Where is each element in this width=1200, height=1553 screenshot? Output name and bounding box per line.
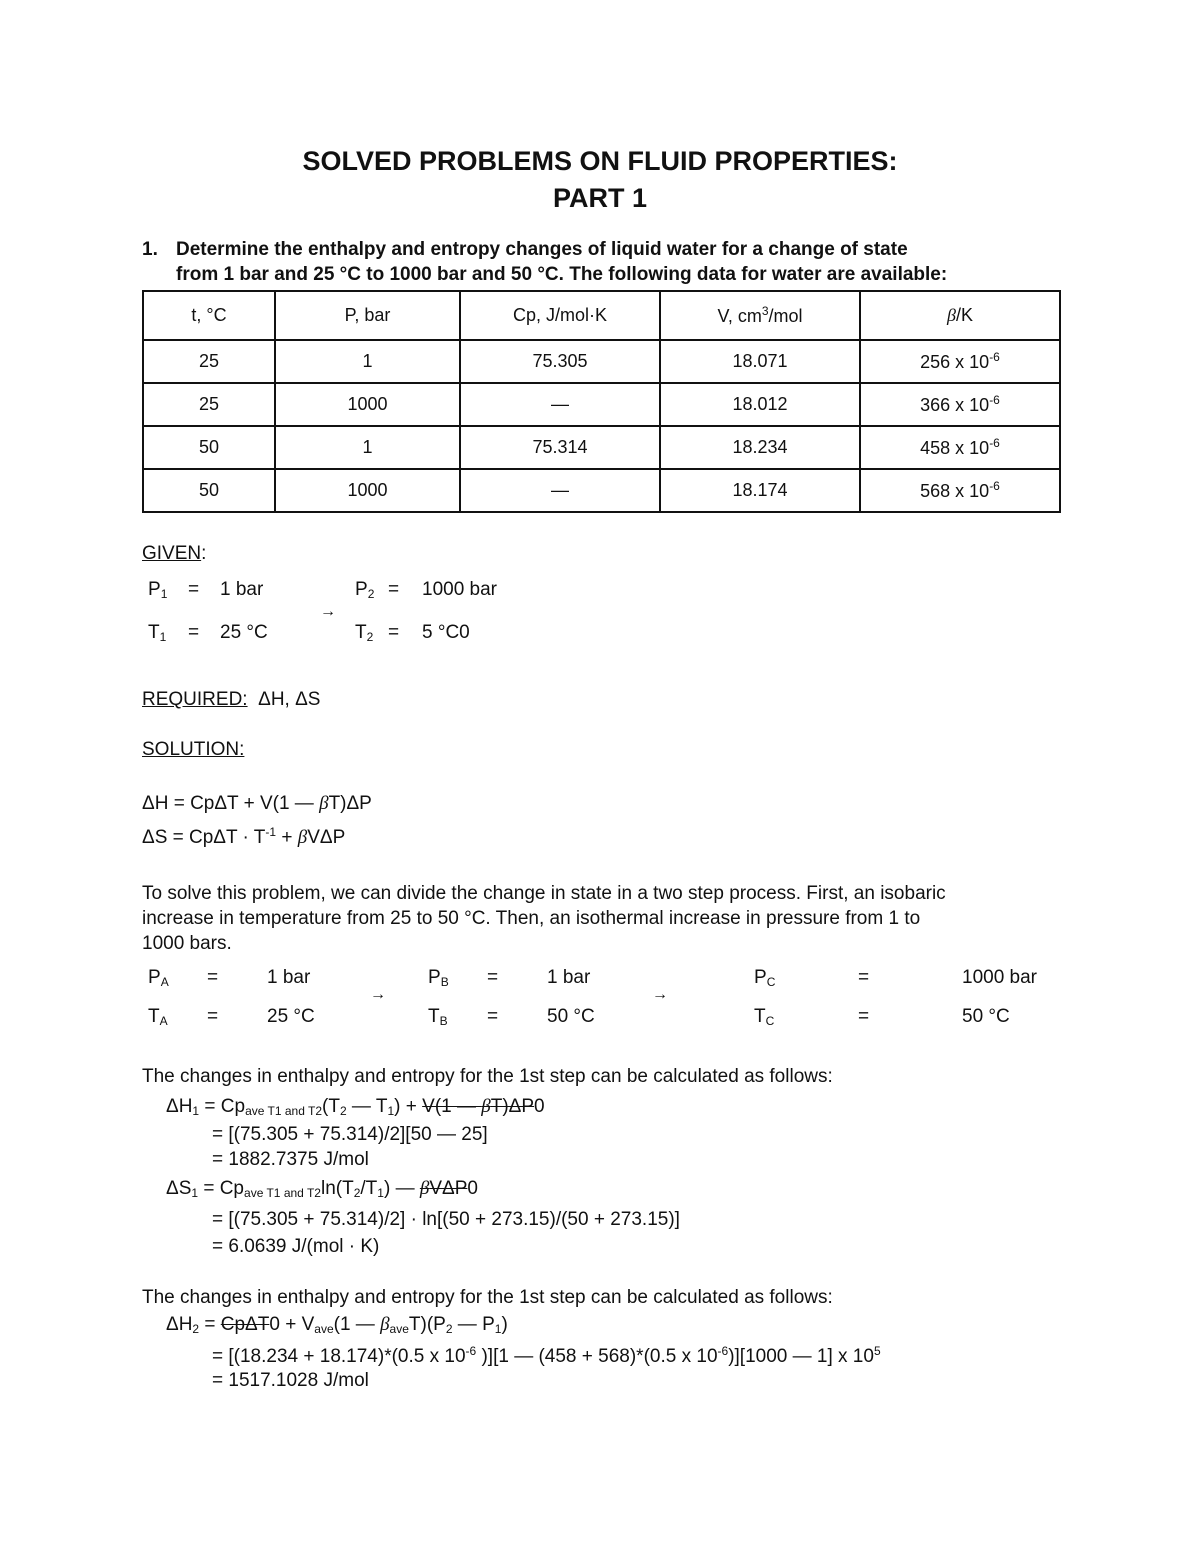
step1-dh-eq: = Cp [199, 1096, 246, 1117]
given-p1 [148, 579, 167, 601]
eq2-part-a: ΔS = CpΔT · T [142, 827, 266, 848]
step1-dh-zero: 0 [534, 1096, 545, 1117]
header-beta-tail: /K [955, 305, 973, 325]
cell-p: 1000 [275, 469, 460, 512]
state-pc-eq: = [858, 967, 870, 988]
cell-v: 18.071 [660, 340, 860, 383]
state-pc-symbol: P [754, 967, 767, 988]
given-p1-symbol: P [148, 579, 161, 600]
solution-label: SOLUTION: [142, 739, 245, 760]
given-arrow: → [320, 603, 336, 620]
cell-beta [860, 426, 1060, 469]
header-v-sup: 3 [761, 304, 769, 318]
given-label: GIVEN [142, 543, 202, 564]
step1-ds-s2: 2 [353, 1186, 361, 1200]
required-line [142, 689, 320, 711]
state-arrow-ab: → [370, 986, 386, 1003]
given-heading [142, 543, 206, 565]
given-p2-symbol: P [355, 579, 368, 600]
state-pc-value: 1000 bar [962, 967, 1038, 988]
given-t1-sub: 1 [159, 630, 167, 644]
header-beta-symbol: β [947, 305, 956, 325]
step2-l2-b: )][1 — (458 + 568)*(0.5 x 10 [476, 1346, 718, 1367]
step2-dh-d: — P [452, 1314, 495, 1335]
cell-beta-value: 366 x 10 [920, 395, 990, 415]
given-p2-sub: 2 [367, 587, 375, 601]
step2-dh-ave2: ave [389, 1322, 409, 1336]
problem-line-1: Determine the enthalpy and entropy changes of liquid water for a change of state [176, 239, 908, 260]
required-value: ΔH, ΔS [258, 689, 321, 710]
step1-dh-sub: 1 [192, 1104, 200, 1118]
step2-dh-ave: ave [314, 1322, 334, 1336]
state-ta-value: 25 °C [267, 1006, 315, 1027]
cell-p: 1000 [275, 383, 460, 426]
cell-beta-exp: -6 [989, 350, 1000, 364]
state-tb-symbol: T [428, 1006, 440, 1027]
given-colon: : [201, 543, 207, 564]
state-tc [754, 1006, 774, 1028]
step1-dh-strike2: T)ΔP [490, 1096, 535, 1117]
cell-beta [860, 383, 1060, 426]
eq2-part-c: VΔP [307, 827, 346, 848]
eq2-beta: β [297, 827, 308, 848]
eq1-part-b: T)ΔP [328, 793, 372, 814]
header-v [660, 291, 860, 340]
state-ta-sub: A [159, 1014, 168, 1028]
step2-dh-a: + V [279, 1314, 315, 1335]
state-pb-eq: = [487, 967, 499, 988]
cell-cp: 75.305 [460, 340, 660, 383]
step2-l2-sup1: -6 [465, 1344, 477, 1358]
step1-dh-strike1: V(1 — [422, 1096, 482, 1117]
table-row [143, 469, 1060, 512]
step2-dh-s1: 1 [494, 1322, 502, 1336]
paragraph-line-3: 1000 bars. [142, 933, 232, 954]
step1-ds-eq: = Cp [198, 1178, 245, 1199]
step1-ds-c: ) — [383, 1178, 420, 1199]
cell-p: 1 [275, 340, 460, 383]
state-tb-value: 50 °C [547, 1006, 595, 1027]
state-pb-value: 1 bar [547, 967, 591, 988]
step2-l2-c: )][1000 — 1] x 10 [728, 1346, 874, 1367]
state-ta-symbol: T [148, 1006, 160, 1027]
given-p2-eq: = [388, 579, 400, 600]
header-t: t, °C [143, 291, 275, 340]
state-pa-sub: A [160, 975, 169, 989]
header-v-text: V, cm [717, 306, 762, 326]
state-tc-value: 50 °C [962, 1006, 1010, 1027]
step2-dh-e: ) [501, 1314, 508, 1335]
state-pb-sub: B [440, 975, 449, 989]
step1-dh-s2: 2 [339, 1104, 347, 1118]
state-pa-value: 1 bar [267, 967, 311, 988]
eq2-sup: -1 [265, 825, 277, 839]
enthalpy-equation [142, 793, 372, 815]
step1-dh-equation [166, 1096, 545, 1118]
step2-dh-c: T)(P [408, 1314, 446, 1335]
given-p1-eq: = [188, 579, 200, 600]
state-pa-eq: = [207, 967, 219, 988]
required-label: REQUIRED: [142, 689, 248, 710]
cell-beta [860, 469, 1060, 512]
cell-beta-value: 458 x 10 [920, 438, 990, 458]
cell-t: 50 [143, 426, 275, 469]
step2-dh-sub: 2 [192, 1322, 200, 1336]
entropy-equation [142, 825, 345, 849]
header-p: P, bar [275, 291, 460, 340]
given-t1-value: 25 °C [220, 622, 268, 643]
cell-v: 18.012 [660, 383, 860, 426]
step2-dh-line2 [212, 1344, 881, 1368]
given-t1-symbol: T [148, 622, 160, 643]
cell-beta-value: 568 x 10 [920, 481, 990, 501]
step1-ds-line2: = [(75.305 + 75.314)/2] · ln[(50 + 273.15)/(50 + 273.15)] [212, 1209, 680, 1230]
step2-l2-sup3: 5 [873, 1344, 881, 1358]
step2-dh-s2: 2 [445, 1322, 453, 1336]
step1-dh-line3: = 1882.7375 J/mol [212, 1149, 369, 1170]
step1-ds-label: ΔS [166, 1178, 192, 1199]
given-t2-symbol: T [355, 622, 367, 643]
state-tb-sub: B [439, 1014, 448, 1028]
state-pb-symbol: P [428, 967, 441, 988]
step1-ds-line3: = 6.0639 J/(mol · K) [212, 1236, 380, 1257]
cell-t: 25 [143, 340, 275, 383]
step1-ds-equation [166, 1178, 478, 1200]
state-ta [148, 1006, 168, 1028]
cell-t: 25 [143, 383, 275, 426]
page-title: SOLVED PROBLEMS ON FLUID PROPERTIES: [302, 146, 898, 176]
cell-v: 18.174 [660, 469, 860, 512]
water-data-table [142, 290, 1061, 513]
step1-ds-zero: 0 [467, 1178, 478, 1199]
step1-ds-ave: ave T1 and T2 [244, 1186, 321, 1200]
state-pb [428, 967, 449, 989]
given-t1 [148, 622, 166, 644]
table-row [143, 340, 1060, 383]
step1-dh-line2: = [(75.305 + 75.314)/2][50 — 25] [212, 1124, 488, 1145]
cell-v: 18.234 [660, 426, 860, 469]
step1-ds-sub: 1 [191, 1186, 199, 1200]
given-t2-value: 5 °C0 [422, 622, 470, 643]
step2-l2-a: = [(18.234 + 18.174)*(0.5 x 10 [212, 1346, 466, 1367]
step1-ds-a: ln(T [320, 1178, 354, 1199]
state-ta-eq: = [207, 1006, 219, 1027]
table-header-row [143, 291, 1060, 340]
step2-dh-equation [166, 1314, 508, 1336]
step2-dh-line3: = 1517.1028 J/mol [212, 1370, 369, 1391]
step2-dh-strike: CpΔT [220, 1314, 270, 1335]
given-p1-value: 1 bar [220, 579, 264, 600]
state-pa-symbol: P [148, 967, 161, 988]
step2-dh-b: (1 — [333, 1314, 381, 1335]
given-t2-sub: 2 [366, 630, 374, 644]
eq1-part-a: ΔH = CpΔT + V(1 — [142, 793, 320, 814]
given-t1-eq: = [188, 622, 200, 643]
step1-ds-s1: 1 [377, 1186, 384, 1200]
given-t2-eq: = [388, 622, 400, 643]
step1-dh-c: ) + [394, 1096, 423, 1117]
step1-dh-ave: ave T1 and T2 [245, 1104, 323, 1118]
header-v-tail: /mol [768, 306, 803, 326]
step1-dh-beta: β [481, 1096, 491, 1117]
cell-t: 50 [143, 469, 275, 512]
step2-intro: The changes in enthalpy and entropy for the 1st step can be calculated as follows: [142, 1287, 833, 1308]
cell-cp: — [460, 469, 660, 512]
problem-line-2: from 1 bar and 25 °C to 1000 bar and 50 °C. The following data for water are available: [176, 264, 948, 285]
paragraph-line-1: To solve this problem, we can divide the change in state in a two step process. First, an isobaric [142, 883, 946, 904]
table-row [143, 383, 1060, 426]
eq1-beta: β [319, 793, 329, 814]
step1-dh-label: ΔH [166, 1096, 193, 1117]
step2-dh-label: ΔH [166, 1314, 193, 1335]
table-row [143, 426, 1060, 469]
step1-ds-beta: β [419, 1178, 430, 1199]
state-pc [754, 967, 775, 989]
given-t2 [355, 622, 373, 644]
state-tc-sub: C [765, 1014, 775, 1028]
state-tc-symbol: T [754, 1006, 766, 1027]
cell-beta-exp: -6 [989, 436, 1000, 450]
cell-beta-exp: -6 [989, 393, 1000, 407]
paragraph-line-2: increase in temperature from 25 to 50 °C. Then, an isothermal increase in pressure from 1 to [142, 908, 921, 929]
cell-beta-exp: -6 [989, 479, 1000, 493]
step1-dh-s1: 1 [387, 1104, 395, 1118]
cell-beta [860, 340, 1060, 383]
state-pc-sub: C [766, 975, 776, 989]
given-p2-value: 1000 bar [422, 579, 498, 600]
step1-dh-a: (T [322, 1096, 340, 1117]
step2-dh-zero: 0 [269, 1314, 280, 1335]
cell-p: 1 [275, 426, 460, 469]
step1-dh-b: — T [346, 1096, 388, 1117]
step1-ds-b: /T [360, 1178, 378, 1199]
step2-dh-beta: β [380, 1314, 390, 1335]
cell-beta-value: 256 x 10 [920, 352, 990, 372]
cell-cp: — [460, 383, 660, 426]
given-p1-sub: 1 [160, 587, 168, 601]
step1-intro: The changes in enthalpy and entropy for the 1st step can be calculated as follows: [142, 1066, 833, 1087]
step1-ds-strike: VΔP [429, 1178, 468, 1199]
header-beta [860, 291, 1060, 340]
cell-cp: 75.314 [460, 426, 660, 469]
eq2-part-b: + [276, 827, 298, 848]
state-tc-eq: = [858, 1006, 870, 1027]
header-cp: Cp, J/mol·K [460, 291, 660, 340]
step2-l2-sup2: -6 [717, 1344, 729, 1358]
state-pa [148, 967, 169, 989]
state-arrow-bc: → [652, 986, 668, 1003]
page-subtitle: PART 1 [552, 183, 647, 213]
given-p2 [355, 579, 374, 601]
step2-dh-eq: = [199, 1314, 221, 1335]
state-tb-eq: = [487, 1006, 499, 1027]
problem-number: 1. [142, 239, 158, 260]
state-tb [428, 1006, 448, 1028]
